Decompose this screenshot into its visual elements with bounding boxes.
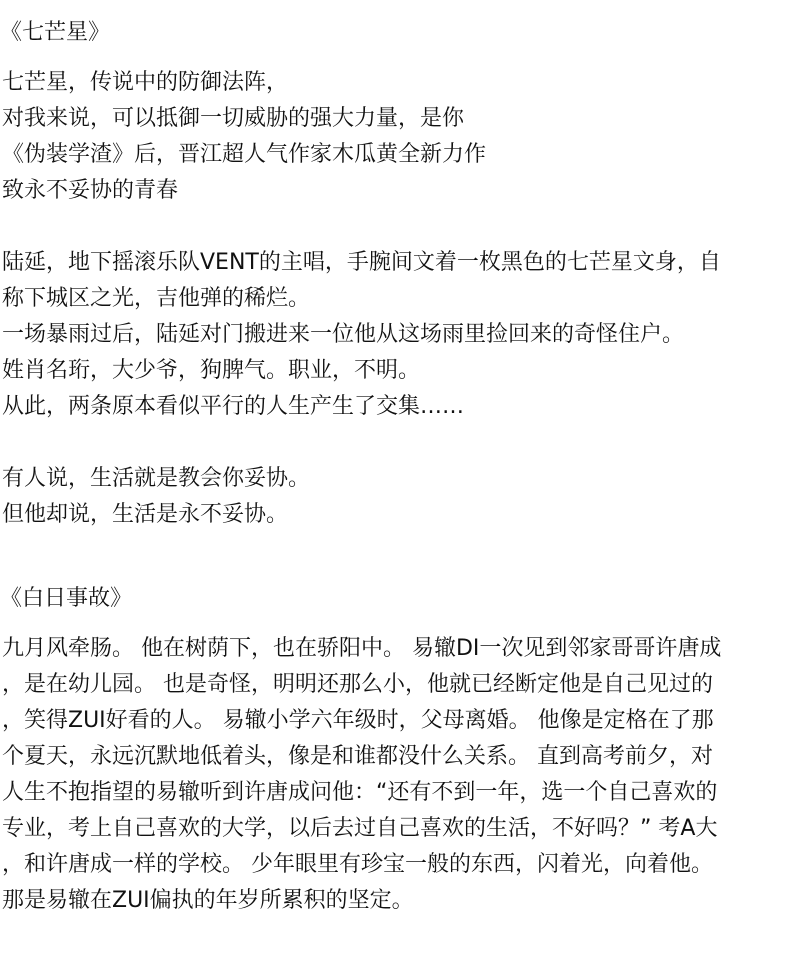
text-line: 有人说，生活就是教会你妥协。	[2, 466, 311, 491]
text-line: 从此，两条原本看似平行的人生产生了交集……	[2, 394, 465, 419]
text-line: 人生不抱指望的易辙听到许唐成问他：“还有不到一年，选一个自己喜欢的	[2, 780, 718, 805]
text-line: ，和许唐成一样的学校。 少年眼里有珍宝一般的东西，闪着光，向着他。	[2, 852, 713, 877]
text-line: 对我来说，可以抵御一切威胁的强大力量，是你	[2, 106, 465, 131]
section-title-bairishigu: 《白日事故》	[0, 586, 133, 611]
text-line: 称下城区之光，吉他弹的稀烂。	[2, 286, 311, 311]
text-line: 那是易辙在ZUI偏执的年岁所累积的坚定。	[2, 888, 414, 913]
text-line: 个夏天，永远沉默地低着头，像是和谁都没什么关系。 直到高考前夕，对	[2, 744, 713, 769]
section-title-qimangxing: 《七芒星》	[0, 20, 111, 45]
text-line: ，是在幼儿园。 也是奇怪，明明还那么小，他就已经断定他是自己见过的	[2, 672, 713, 697]
text-line: 一场暴雨过后，陆延对门搬进来一位他从这场雨里捡回来的奇怪住户。	[2, 322, 685, 347]
text-line: 七芒星，传说中的防御法阵，	[2, 70, 289, 95]
text-line: 《伪装学渣》后，晋江超人气作家木瓜黄全新力作	[2, 142, 487, 167]
text-line: 但他却说，生活是永不妥协。	[2, 502, 289, 527]
text-line: 专业，考上自己喜欢的大学，以后去过自己喜欢的生活，不好吗？” 考A大	[2, 816, 718, 841]
text-line: 陆延，地下摇滚乐队VENT的主唱，手腕间文着一枚黑色的七芒星文身，自	[2, 250, 721, 275]
text-line: 九月风牵肠。 他在树荫下，也在骄阳中。 易辙DI一次见到邻家哥哥许唐成	[2, 636, 722, 661]
text-line: ，笑得ZUI好看的人。 易辙小学六年级时，父母离婚。 他像是定格在了那	[2, 708, 714, 733]
text-line: 致永不妥协的青春	[2, 178, 179, 203]
text-line: 姓肖名珩，大少爷，狗脾气。职业，不明。	[2, 358, 421, 383]
